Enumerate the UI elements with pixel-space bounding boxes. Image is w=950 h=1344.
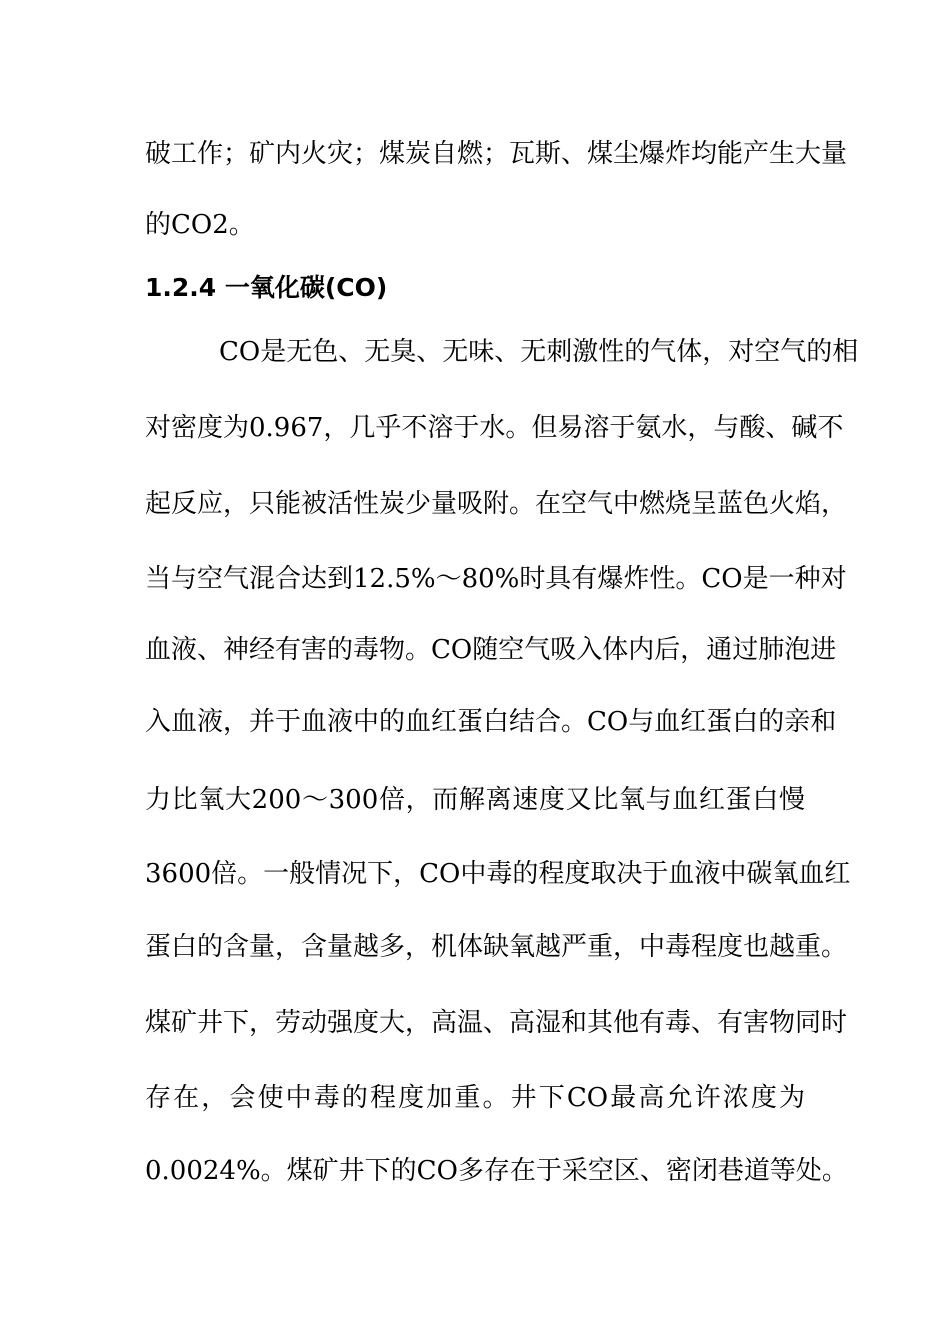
paragraph-line: 当与空气混合达到12.5%～80%时具有爆炸性。CO是一种对 bbox=[145, 564, 847, 594]
paragraph-line: 力比氧大200～300倍，而解离速度又比氧与血红蛋白慢 bbox=[145, 785, 805, 815]
paragraph-line: 3600倍。一般情况下，CO中毒的程度取决于血液中碳氧血红 bbox=[145, 859, 851, 889]
paragraph-line: 蛋白的含量，含量越多，机体缺氧越严重，中毒程度也越重。 bbox=[145, 932, 848, 962]
paragraph-line: 存在，会使中毒的程度加重。井下CO最高允许浓度为 bbox=[145, 1083, 805, 1113]
paragraph-line: 入血液，并于血液中的血红蛋白结合。CO与血红蛋白的亲和 bbox=[145, 707, 837, 737]
paragraph-line: 对密度为0.967，几乎不溶于水。但易溶于氨水，与酸、碱不 bbox=[145, 413, 844, 443]
paragraph-line: 破工作；矿内火灾；煤炭自燃；瓦斯、煤尘爆炸均能产生大量 bbox=[145, 139, 848, 169]
section-heading: 1.2.4 一氧化碳(CO) bbox=[145, 273, 388, 302]
paragraph-line: 的CO2。 bbox=[145, 210, 255, 240]
paragraph-line: 0.0024%。煤矿井下的CO多存在于采空区、密闭巷道等处。 bbox=[145, 1156, 848, 1186]
paragraph-line: CO是无色、无臭、无味、无刺激性的气体，对空气的相 bbox=[219, 337, 859, 367]
paragraph-line: 血液、神经有害的毒物。CO随空气吸入体内后，通过肺泡进 bbox=[145, 635, 837, 665]
paragraph-line: 煤矿井下，劳动强度大，高温、高湿和其他有毒、有害物同时 bbox=[145, 1008, 848, 1038]
paragraph-line: 起反应，只能被活性炭少量吸附。在空气中燃烧呈蓝色火焰， bbox=[145, 489, 848, 519]
